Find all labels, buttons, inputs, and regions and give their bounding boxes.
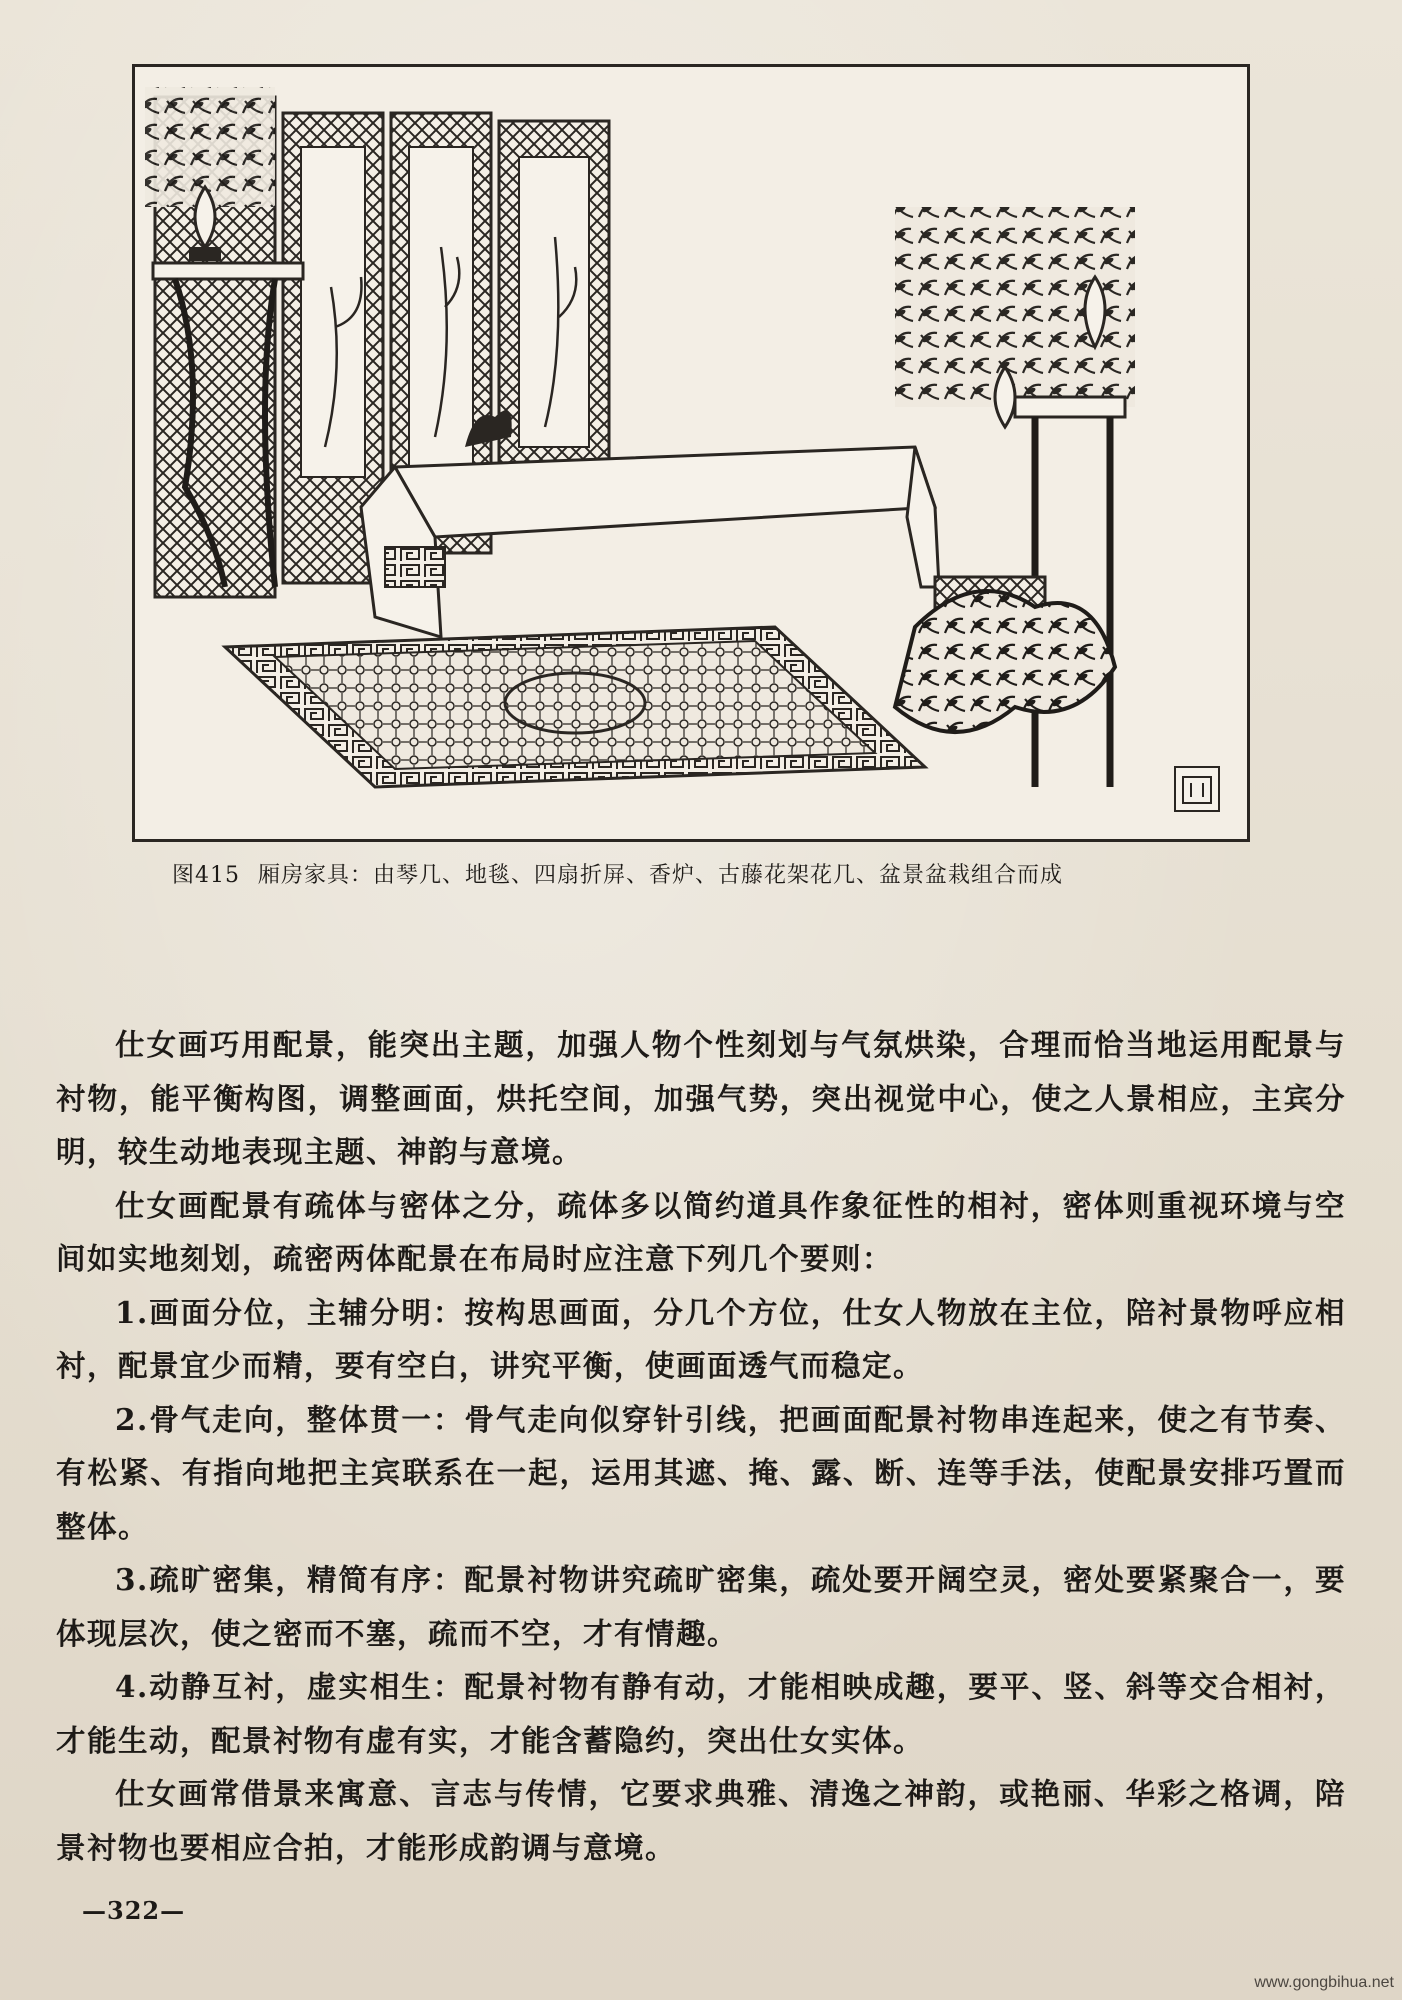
page-number: —322—	[82, 1896, 186, 1925]
paragraph: 2.骨气走向，整体贯一：骨气走向似穿针引线，把画面配景衬物串连起来，使之有节奏、有松紧、有指向地把主宾联系在一起，运用其遮、掩、露、断、连等手法，使配景安排巧置而整体。	[56, 1401, 1346, 1544]
furniture-illustration	[135, 67, 1247, 839]
watermark: www.gongbihua.net	[1254, 1974, 1394, 1991]
paragraph: 仕女画巧用配景，能突出主题，加强人物个性刻划与气氛烘染，合理而恰当地运用配景与衬物，能平衡构图，调整画面，烘托空间，加强气势，突出视觉中心，使之人景相应，主宾分明，较生动地表现主题、神韵与意境。	[56, 1027, 1346, 1169]
body-text	[56, 1018, 1346, 1874]
illustration-frame	[132, 64, 1250, 842]
paragraph: 仕女画常借景来寓意、言志与传情，它要求典雅、清逸之神韵，或艳丽、华彩之格调，陪景衬物也要相应合拍，才能形成韵调与意境。	[56, 1776, 1346, 1865]
figure-caption	[172, 858, 1272, 889]
paragraph: 3.疏旷密集，精简有序：配景衬物讲究疏旷密集，疏处要开阔空灵，密处要紧聚合一，要体现层次，使之密而不塞，疏而不空，才有情趣。	[56, 1562, 1346, 1651]
figure-number: 图415	[172, 863, 240, 888]
figure-caption-text: 厢房家具：由琴几、地毯、四扇折屏、香炉、古藤花架花几、盆景盆栽组合而成	[258, 863, 1064, 888]
paragraph: 4.动静互衬，虚实相生：配景衬物有静有动，才能相映成趣，要平、竖、斜等交合相衬，才能生动，配景衬物有虚有实，才能含蓄隐约，突出仕女实体。	[56, 1669, 1346, 1758]
paragraph: 仕女画配景有疏体与密体之分，疏体多以简约道具作象征性的相衬，密体则重视环境与空间如实地刻划，疏密两体配景在布局时应注意下列几个要则：	[56, 1187, 1346, 1276]
paragraph: 1.画面分位，主辅分明：按构思画面，分几个方位，仕女人物放在主位，陪衬景物呼应相衬，配景宜少而精，要有空白，讲究平衡，使画面透气而稳定。	[56, 1294, 1346, 1383]
